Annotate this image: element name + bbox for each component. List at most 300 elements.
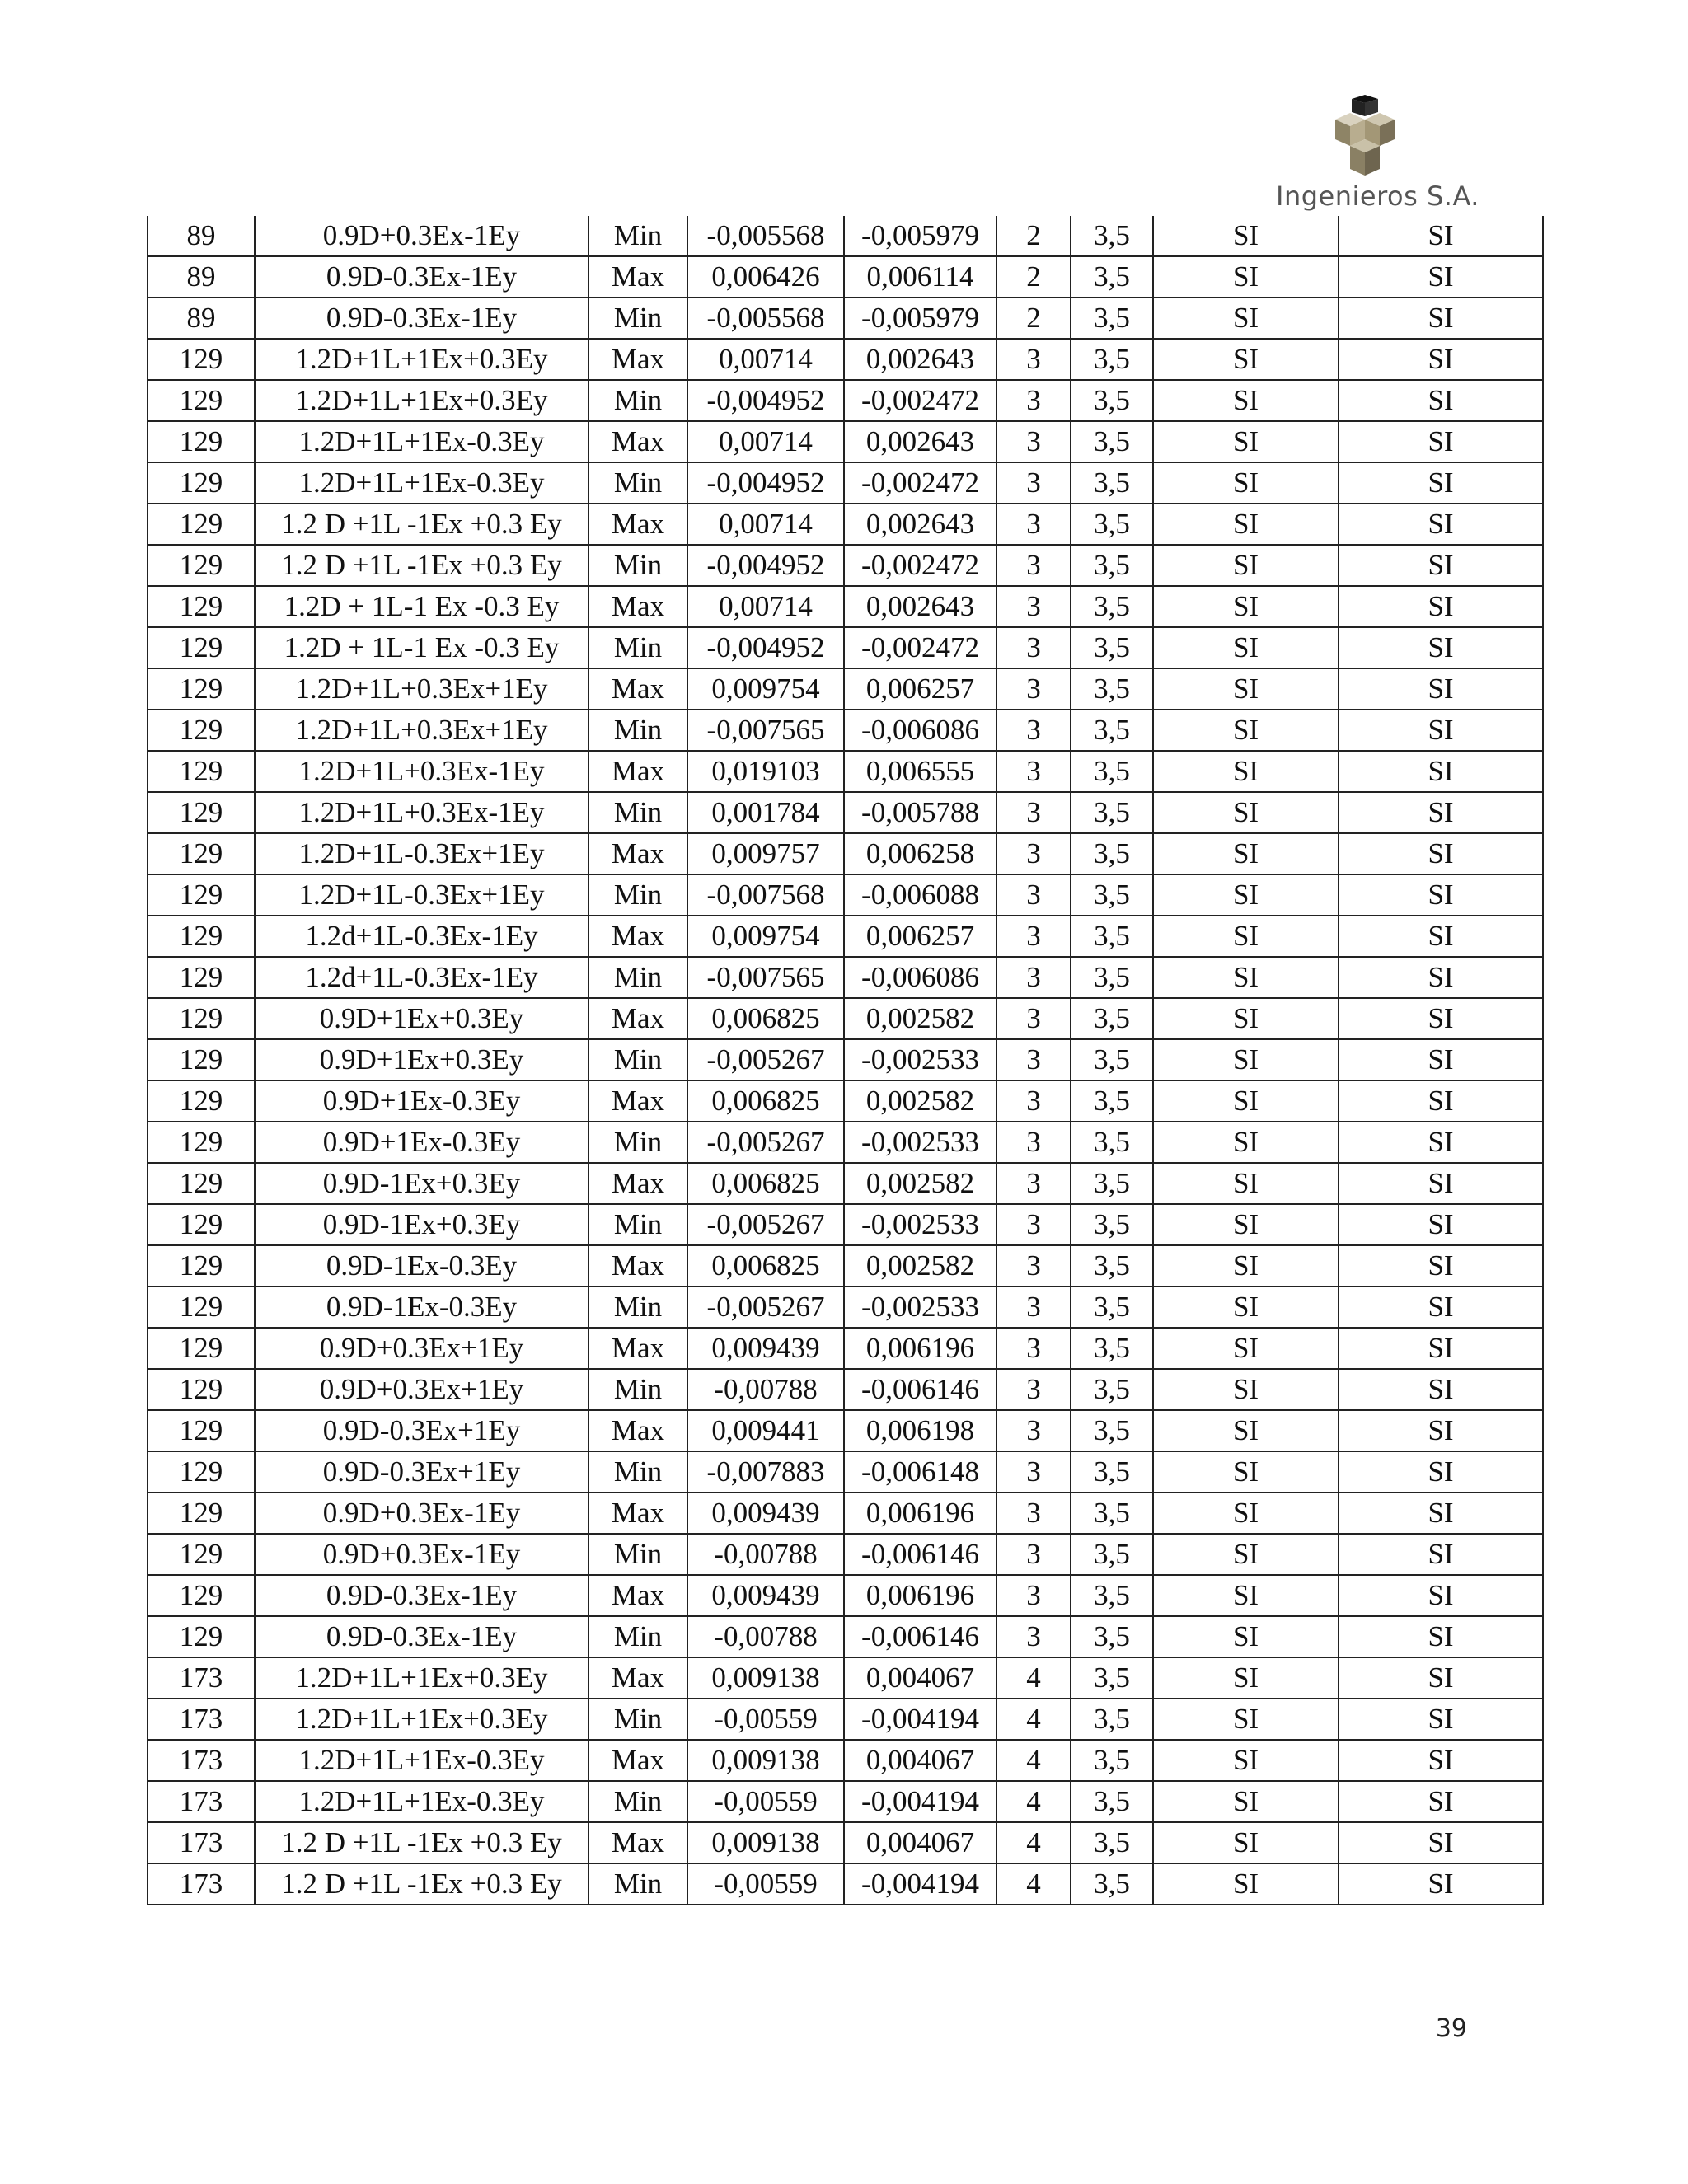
node-cell: 129 [148, 874, 255, 916]
story-cell: 4 [996, 1781, 1071, 1822]
node-cell: 129 [148, 1616, 255, 1657]
check-y-cell: SI [1339, 1657, 1543, 1699]
combination-cell: 1.2D+1L+1Ex-0.3Ey [255, 1781, 588, 1822]
check-y-cell: SI [1339, 957, 1543, 998]
limit-cell: 3,5 [1071, 1575, 1153, 1616]
drift-x-cell: -0,00559 [687, 1699, 844, 1740]
node-cell: 89 [148, 256, 255, 298]
check-x-cell: SI [1153, 627, 1339, 668]
combination-cell: 0.9D-1Ex+0.3Ey [255, 1204, 588, 1245]
check-x-cell: SI [1153, 421, 1339, 462]
node-cell: 129 [148, 833, 255, 874]
combination-cell: 0.9D-0.3Ex+1Ey [255, 1410, 588, 1451]
check-y-cell: SI [1339, 1822, 1543, 1863]
table-row [148, 1369, 1543, 1410]
node-cell: 129 [148, 1039, 255, 1080]
node-cell: 129 [148, 1493, 255, 1534]
story-cell: 4 [996, 1657, 1071, 1699]
type-cell: Max [588, 586, 687, 627]
table-row [148, 586, 1543, 627]
combination-cell: 1.2D+1L+1Ex-0.3Ey [255, 462, 588, 504]
check-y-cell: SI [1339, 998, 1543, 1039]
check-x-cell: SI [1153, 1781, 1339, 1822]
drift-y-cell: -0,002472 [844, 462, 996, 504]
check-x-cell: SI [1153, 916, 1339, 957]
limit-cell: 3,5 [1071, 627, 1153, 668]
drift-x-cell: 0,00714 [687, 504, 844, 545]
table-row [148, 1699, 1543, 1740]
limit-cell: 3,5 [1071, 1863, 1153, 1905]
combination-cell: 0.9D+1Ex+0.3Ey [255, 1039, 588, 1080]
table-row [148, 339, 1543, 380]
combination-cell: 0.9D-0.3Ex-1Ey [255, 1575, 588, 1616]
check-y-cell: SI [1339, 1328, 1543, 1369]
check-y-cell: SI [1339, 833, 1543, 874]
story-cell: 3 [996, 874, 1071, 916]
table-row [148, 751, 1543, 792]
drift-y-cell: -0,005788 [844, 792, 996, 833]
check-x-cell: SI [1153, 216, 1339, 256]
check-y-cell: SI [1339, 1080, 1543, 1122]
type-cell: Min [588, 1616, 687, 1657]
drift-x-cell: -0,007883 [687, 1451, 844, 1493]
check-x-cell: SI [1153, 1657, 1339, 1699]
drift-y-cell: 0,002643 [844, 504, 996, 545]
drift-x-cell: 0,019103 [687, 751, 844, 792]
table-row [148, 504, 1543, 545]
story-cell: 3 [996, 1245, 1071, 1286]
drift-y-cell: 0,006257 [844, 668, 996, 710]
table-row [148, 1863, 1543, 1905]
check-x-cell: SI [1153, 1740, 1339, 1781]
story-cell: 2 [996, 216, 1071, 256]
type-cell: Min [588, 1451, 687, 1493]
check-x-cell: SI [1153, 1534, 1339, 1575]
story-cell: 3 [996, 1080, 1071, 1122]
limit-cell: 3,5 [1071, 545, 1153, 586]
limit-cell: 3,5 [1071, 1657, 1153, 1699]
drift-y-cell: 0,006196 [844, 1493, 996, 1534]
drift-y-cell: -0,002472 [844, 380, 996, 421]
check-y-cell: SI [1339, 298, 1543, 339]
type-cell: Min [588, 545, 687, 586]
drift-x-cell: -0,004952 [687, 380, 844, 421]
check-y-cell: SI [1339, 1781, 1543, 1822]
drift-y-cell: 0,006555 [844, 751, 996, 792]
type-cell: Min [588, 1781, 687, 1822]
drift-x-cell: -0,00788 [687, 1369, 844, 1410]
type-cell: Min [588, 792, 687, 833]
drift-x-cell: 0,006825 [687, 998, 844, 1039]
type-cell: Max [588, 751, 687, 792]
table-row [148, 627, 1543, 668]
drift-x-cell: 0,009754 [687, 668, 844, 710]
combination-cell: 0.9D+1Ex-0.3Ey [255, 1080, 588, 1122]
node-cell: 173 [148, 1781, 255, 1822]
node-cell: 173 [148, 1822, 255, 1863]
drift-x-cell: 0,009138 [687, 1740, 844, 1781]
type-cell: Min [588, 1534, 687, 1575]
limit-cell: 3,5 [1071, 792, 1153, 833]
check-y-cell: SI [1339, 1451, 1543, 1493]
table-row [148, 216, 1543, 256]
combination-cell: 1.2d+1L-0.3Ex-1Ey [255, 957, 588, 998]
limit-cell: 3,5 [1071, 710, 1153, 751]
check-x-cell: SI [1153, 1575, 1339, 1616]
combination-cell: 0.9D-0.3Ex-1Ey [255, 256, 588, 298]
combination-cell: 0.9D+1Ex-0.3Ey [255, 1122, 588, 1163]
check-y-cell: SI [1339, 1616, 1543, 1657]
table-row [148, 1039, 1543, 1080]
combination-cell: 1.2D+1L+1Ex+0.3Ey [255, 1657, 588, 1699]
drift-x-cell: -0,004952 [687, 462, 844, 504]
combination-cell: 1.2D+1L+0.3Ex+1Ey [255, 710, 588, 751]
combination-cell: 1.2 D +1L -1Ex +0.3 Ey [255, 545, 588, 586]
combination-cell: 0.9D+0.3Ex-1Ey [255, 1534, 588, 1575]
check-y-cell: SI [1339, 792, 1543, 833]
drift-y-cell: -0,004194 [844, 1781, 996, 1822]
node-cell: 129 [148, 1410, 255, 1451]
drift-x-cell: 0,00714 [687, 339, 844, 380]
combination-cell: 1.2D+1L+1Ex+0.3Ey [255, 1699, 588, 1740]
type-cell: Max [588, 256, 687, 298]
type-cell: Min [588, 1286, 687, 1328]
drift-x-cell: -0,007568 [687, 874, 844, 916]
limit-cell: 3,5 [1071, 216, 1153, 256]
node-cell: 129 [148, 916, 255, 957]
combination-cell: 1.2D + 1L-1 Ex -0.3 Ey [255, 627, 588, 668]
table-row [148, 1080, 1543, 1122]
limit-cell: 3,5 [1071, 998, 1153, 1039]
limit-cell: 3,5 [1071, 1410, 1153, 1451]
story-cell: 3 [996, 710, 1071, 751]
combination-cell: 1.2D+1L-0.3Ex+1Ey [255, 833, 588, 874]
drift-x-cell: 0,006825 [687, 1245, 844, 1286]
story-cell: 3 [996, 1122, 1071, 1163]
drift-x-cell: 0,009138 [687, 1822, 844, 1863]
story-cell: 4 [996, 1740, 1071, 1781]
drift-y-cell: -0,006086 [844, 957, 996, 998]
drift-x-cell: 0,001784 [687, 792, 844, 833]
drift-y-cell: -0,006146 [844, 1369, 996, 1410]
check-x-cell: SI [1153, 710, 1339, 751]
node-cell: 129 [148, 957, 255, 998]
limit-cell: 3,5 [1071, 298, 1153, 339]
node-cell: 129 [148, 627, 255, 668]
combination-cell: 1.2d+1L-0.3Ex-1Ey [255, 916, 588, 957]
drift-x-cell: 0,006825 [687, 1080, 844, 1122]
story-cell: 3 [996, 792, 1071, 833]
drift-x-cell: 0,00714 [687, 421, 844, 462]
check-x-cell: SI [1153, 1328, 1339, 1369]
story-cell: 3 [996, 957, 1071, 998]
limit-cell: 3,5 [1071, 1039, 1153, 1080]
drift-x-cell: -0,004952 [687, 545, 844, 586]
check-y-cell: SI [1339, 256, 1543, 298]
table-row [148, 1286, 1543, 1328]
limit-cell: 3,5 [1071, 1699, 1153, 1740]
node-cell: 89 [148, 298, 255, 339]
table-row [148, 1740, 1543, 1781]
company-name: Ingenieros S.A. [1276, 180, 1479, 212]
story-cell: 3 [996, 1163, 1071, 1204]
drift-x-cell: -0,00559 [687, 1781, 844, 1822]
drift-x-cell: 0,006825 [687, 1163, 844, 1204]
check-x-cell: SI [1153, 1122, 1339, 1163]
story-cell: 3 [996, 339, 1071, 380]
table-row [148, 545, 1543, 586]
table-row [148, 998, 1543, 1039]
drift-x-cell: -0,00788 [687, 1616, 844, 1657]
check-y-cell: SI [1339, 1740, 1543, 1781]
combination-cell: 1.2D+1L+0.3Ex-1Ey [255, 751, 588, 792]
drift-y-cell: 0,006258 [844, 833, 996, 874]
check-x-cell: SI [1153, 1369, 1339, 1410]
drift-y-cell: -0,002533 [844, 1204, 996, 1245]
limit-cell: 3,5 [1071, 1616, 1153, 1657]
drift-y-cell: 0,002643 [844, 586, 996, 627]
drift-x-cell: 0,009441 [687, 1410, 844, 1451]
check-x-cell: SI [1153, 1863, 1339, 1905]
check-x-cell: SI [1153, 792, 1339, 833]
table-row [148, 792, 1543, 833]
type-cell: Max [588, 504, 687, 545]
node-cell: 129 [148, 1080, 255, 1122]
check-x-cell: SI [1153, 462, 1339, 504]
check-x-cell: SI [1153, 1699, 1339, 1740]
limit-cell: 3,5 [1071, 1328, 1153, 1369]
story-cell: 3 [996, 1039, 1071, 1080]
story-cell: 3 [996, 1204, 1071, 1245]
check-x-cell: SI [1153, 1451, 1339, 1493]
story-cell: 3 [996, 1369, 1071, 1410]
story-cell: 4 [996, 1822, 1071, 1863]
drift-y-cell: 0,002643 [844, 421, 996, 462]
check-x-cell: SI [1153, 1039, 1339, 1080]
limit-cell: 3,5 [1071, 1204, 1153, 1245]
drift-y-cell: -0,005979 [844, 298, 996, 339]
node-cell: 129 [148, 751, 255, 792]
type-cell: Max [588, 421, 687, 462]
drift-y-cell: -0,002533 [844, 1039, 996, 1080]
check-x-cell: SI [1153, 833, 1339, 874]
drift-x-cell: 0,00714 [687, 586, 844, 627]
story-cell: 2 [996, 256, 1071, 298]
type-cell: Min [588, 710, 687, 751]
table-row [148, 1451, 1543, 1493]
limit-cell: 3,5 [1071, 668, 1153, 710]
node-cell: 129 [148, 1122, 255, 1163]
page-number: 39 [1435, 2014, 1467, 2043]
table-row [148, 1575, 1543, 1616]
drift-y-cell: 0,004067 [844, 1822, 996, 1863]
limit-cell: 3,5 [1071, 1122, 1153, 1163]
story-cell: 3 [996, 1451, 1071, 1493]
type-cell: Max [588, 1410, 687, 1451]
combination-cell: 0.9D-1Ex+0.3Ey [255, 1163, 588, 1204]
node-cell: 129 [148, 586, 255, 627]
type-cell: Min [588, 1039, 687, 1080]
story-cell: 3 [996, 668, 1071, 710]
check-y-cell: SI [1339, 627, 1543, 668]
limit-cell: 3,5 [1071, 1493, 1153, 1534]
node-cell: 129 [148, 1575, 255, 1616]
combination-cell: 1.2D+1L+1Ex+0.3Ey [255, 339, 588, 380]
drift-x-cell: -0,00559 [687, 1863, 844, 1905]
table-row [148, 957, 1543, 998]
drift-y-cell: 0,002582 [844, 1163, 996, 1204]
check-y-cell: SI [1339, 1286, 1543, 1328]
check-x-cell: SI [1153, 751, 1339, 792]
story-cell: 3 [996, 998, 1071, 1039]
drift-y-cell: -0,006086 [844, 710, 996, 751]
check-x-cell: SI [1153, 256, 1339, 298]
check-y-cell: SI [1339, 1369, 1543, 1410]
story-cell: 3 [996, 380, 1071, 421]
drift-y-cell: -0,006088 [844, 874, 996, 916]
combination-cell: 0.9D-0.3Ex-1Ey [255, 298, 588, 339]
check-y-cell: SI [1339, 1039, 1543, 1080]
check-y-cell: SI [1339, 751, 1543, 792]
table-row [148, 1410, 1543, 1451]
combination-cell: 0.9D-1Ex-0.3Ey [255, 1286, 588, 1328]
story-cell: 3 [996, 1286, 1071, 1328]
type-cell: Max [588, 1740, 687, 1781]
type-cell: Max [588, 1080, 687, 1122]
story-cell: 3 [996, 1575, 1071, 1616]
table-row [148, 668, 1543, 710]
type-cell: Min [588, 1122, 687, 1163]
type-cell: Max [588, 1657, 687, 1699]
table-row [148, 1616, 1543, 1657]
table-row [148, 1493, 1543, 1534]
story-cell: 3 [996, 1616, 1071, 1657]
story-cell: 3 [996, 627, 1071, 668]
check-x-cell: SI [1153, 1245, 1339, 1286]
drift-y-cell: -0,002472 [844, 545, 996, 586]
table-row [148, 380, 1543, 421]
check-x-cell: SI [1153, 586, 1339, 627]
table-row [148, 1328, 1543, 1369]
drift-x-cell: 0,009439 [687, 1493, 844, 1534]
check-x-cell: SI [1153, 957, 1339, 998]
node-cell: 89 [148, 216, 255, 256]
combination-cell: 0.9D+0.3Ex+1Ey [255, 1328, 588, 1369]
node-cell: 173 [148, 1740, 255, 1781]
story-cell: 3 [996, 751, 1071, 792]
limit-cell: 3,5 [1071, 1822, 1153, 1863]
drift-x-cell: 0,009439 [687, 1328, 844, 1369]
drift-y-cell: 0,002643 [844, 339, 996, 380]
drift-y-cell: -0,004194 [844, 1699, 996, 1740]
type-cell: Max [588, 833, 687, 874]
drift-x-cell: -0,005267 [687, 1039, 844, 1080]
story-cell: 3 [996, 586, 1071, 627]
drift-y-cell: 0,002582 [844, 1080, 996, 1122]
check-x-cell: SI [1153, 339, 1339, 380]
table-row [148, 421, 1543, 462]
type-cell: Max [588, 1575, 687, 1616]
table-row [148, 1122, 1543, 1163]
check-y-cell: SI [1339, 380, 1543, 421]
type-cell: Min [588, 1369, 687, 1410]
combination-cell: 1.2D+1L+0.3Ex+1Ey [255, 668, 588, 710]
limit-cell: 3,5 [1071, 504, 1153, 545]
drift-y-cell: 0,002582 [844, 998, 996, 1039]
type-cell: Max [588, 1822, 687, 1863]
combination-cell: 1.2D+1L-0.3Ex+1Ey [255, 874, 588, 916]
check-x-cell: SI [1153, 1204, 1339, 1245]
check-y-cell: SI [1339, 1204, 1543, 1245]
table-row [148, 874, 1543, 916]
limit-cell: 3,5 [1071, 751, 1153, 792]
table-row [148, 833, 1543, 874]
combination-cell: 1.2D+1L+1Ex-0.3Ey [255, 1740, 588, 1781]
check-y-cell: SI [1339, 1163, 1543, 1204]
table-row [148, 1534, 1543, 1575]
combination-cell: 0.9D-1Ex-0.3Ey [255, 1245, 588, 1286]
check-x-cell: SI [1153, 1616, 1339, 1657]
story-cell: 4 [996, 1699, 1071, 1740]
type-cell: Min [588, 298, 687, 339]
drift-x-cell: -0,005267 [687, 1122, 844, 1163]
story-cell: 2 [996, 298, 1071, 339]
table-row [148, 1822, 1543, 1863]
type-cell: Max [588, 916, 687, 957]
type-cell: Min [588, 462, 687, 504]
node-cell: 129 [148, 1204, 255, 1245]
combination-cell: 0.9D+0.3Ex-1Ey [255, 216, 588, 256]
results-table [147, 216, 1544, 1905]
type-cell: Min [588, 1699, 687, 1740]
story-cell: 4 [996, 1863, 1071, 1905]
drift-x-cell: -0,005267 [687, 1286, 844, 1328]
node-cell: 129 [148, 710, 255, 751]
check-x-cell: SI [1153, 298, 1339, 339]
drift-x-cell: -0,004952 [687, 627, 844, 668]
combination-cell: 1.2D+1L+0.3Ex-1Ey [255, 792, 588, 833]
combination-cell: 0.9D+1Ex+0.3Ey [255, 998, 588, 1039]
limit-cell: 3,5 [1071, 380, 1153, 421]
node-cell: 129 [148, 421, 255, 462]
table-body [148, 216, 1543, 1905]
node-cell: 129 [148, 339, 255, 380]
node-cell: 129 [148, 545, 255, 586]
drift-y-cell: 0,006198 [844, 1410, 996, 1451]
check-y-cell: SI [1339, 874, 1543, 916]
drift-x-cell: -0,005568 [687, 298, 844, 339]
check-y-cell: SI [1339, 1493, 1543, 1534]
drift-y-cell: -0,004194 [844, 1863, 996, 1905]
check-y-cell: SI [1339, 710, 1543, 751]
story-cell: 3 [996, 1493, 1071, 1534]
limit-cell: 3,5 [1071, 586, 1153, 627]
drift-y-cell: -0,005979 [844, 216, 996, 256]
drift-y-cell: -0,002533 [844, 1286, 996, 1328]
limit-cell: 3,5 [1071, 421, 1153, 462]
check-x-cell: SI [1153, 874, 1339, 916]
type-cell: Min [588, 627, 687, 668]
node-cell: 173 [148, 1657, 255, 1699]
limit-cell: 3,5 [1071, 1369, 1153, 1410]
table-row [148, 1245, 1543, 1286]
drift-x-cell: 0,009138 [687, 1657, 844, 1699]
table-row [148, 1163, 1543, 1204]
node-cell: 129 [148, 792, 255, 833]
type-cell: Min [588, 380, 687, 421]
combination-cell: 1.2D + 1L-1 Ex -0.3 Ey [255, 586, 588, 627]
company-logo [1269, 95, 1479, 218]
